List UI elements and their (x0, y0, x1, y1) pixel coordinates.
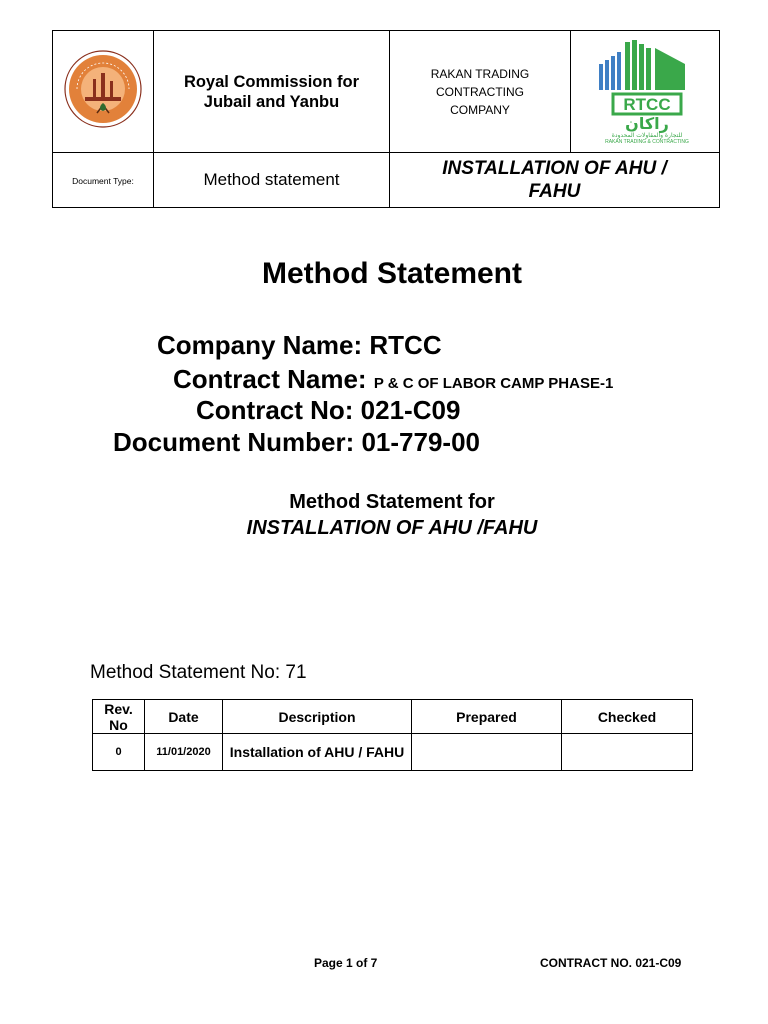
col-header-date: Date (145, 700, 223, 734)
company-label: Company Name: (157, 330, 370, 360)
company-name: RAKAN TRADING CONTRACTING COMPANY (430, 66, 530, 117)
table-row (93, 734, 693, 771)
svg-text:RTCC: RTCC (623, 95, 671, 114)
document-number-value: 01-779-00 (361, 427, 481, 457)
col-header-checked: Checked (562, 700, 693, 734)
method-statement-number (90, 662, 307, 684)
page-title: Method Statement (261, 257, 522, 290)
company-name-cell (390, 31, 571, 153)
doc-type-label-cell (53, 153, 154, 208)
document-number-label: Document Number: (113, 427, 362, 457)
doc-type-value-cell (154, 153, 390, 208)
header-table (52, 30, 720, 208)
contract-no-value: 021-C09 (360, 395, 461, 425)
royal-commission-logo (63, 49, 143, 129)
footer-contract: CONTRACT NO. 021-C09 (540, 956, 682, 970)
ms-number-label: Method Statement No: (90, 662, 286, 683)
org-name-cell (154, 31, 390, 153)
contract-name-label: Contract Name: (173, 364, 374, 394)
svg-text:RAKAN TRADING & CONTRACTING: RAKAN TRADING & CONTRACTING (605, 139, 689, 144)
company-line (157, 330, 442, 361)
col-header-rev: Rev. No (93, 700, 145, 734)
contract-no-label: Contract No: (196, 395, 361, 425)
header-title-cell (390, 153, 720, 208)
col-header-description: Description (223, 700, 412, 734)
cell-description: Installation of AHU / FAHU (223, 734, 412, 771)
revision-table (92, 699, 693, 771)
subtitle-line-2: INSTALLATION OF AHU /FAHU (246, 517, 538, 539)
cell-prepared (412, 734, 562, 771)
col-header-prepared: Prepared (412, 700, 562, 734)
cell-rev: 0 (93, 734, 145, 771)
royal-commission-logo-cell (53, 31, 154, 153)
subtitle-line-1: Method Statement for (289, 491, 495, 513)
company-value: RTCC (369, 330, 442, 360)
contract-name-value: P & C OF LABOR CAMP PHASE-1 (373, 375, 614, 392)
cell-checked (562, 734, 693, 771)
doc-type-value: Method statement (203, 170, 340, 189)
contract-name-line (173, 364, 613, 395)
svg-text:راكان: راكان (625, 114, 669, 133)
page-number: Page 1 of 7 (314, 956, 378, 970)
svg-text:للتجارة والمقاولات المحدودة: للتجارة والمقاولات المحدودة (611, 132, 683, 139)
contract-no-line (196, 395, 460, 426)
revision-table-header (93, 700, 693, 734)
ms-number-value: 71 (285, 662, 307, 683)
doc-type-label: Document Type: (72, 176, 134, 186)
rtcc-logo (585, 34, 705, 144)
org-name: Royal Commission for Jubail and Yanbu (183, 72, 360, 111)
header-title: INSTALLATION OF AHU / FAHU (442, 158, 667, 202)
rtcc-logo-cell (571, 31, 720, 153)
document-number-line (113, 427, 480, 458)
cell-date: 11/01/2020 (145, 734, 223, 771)
